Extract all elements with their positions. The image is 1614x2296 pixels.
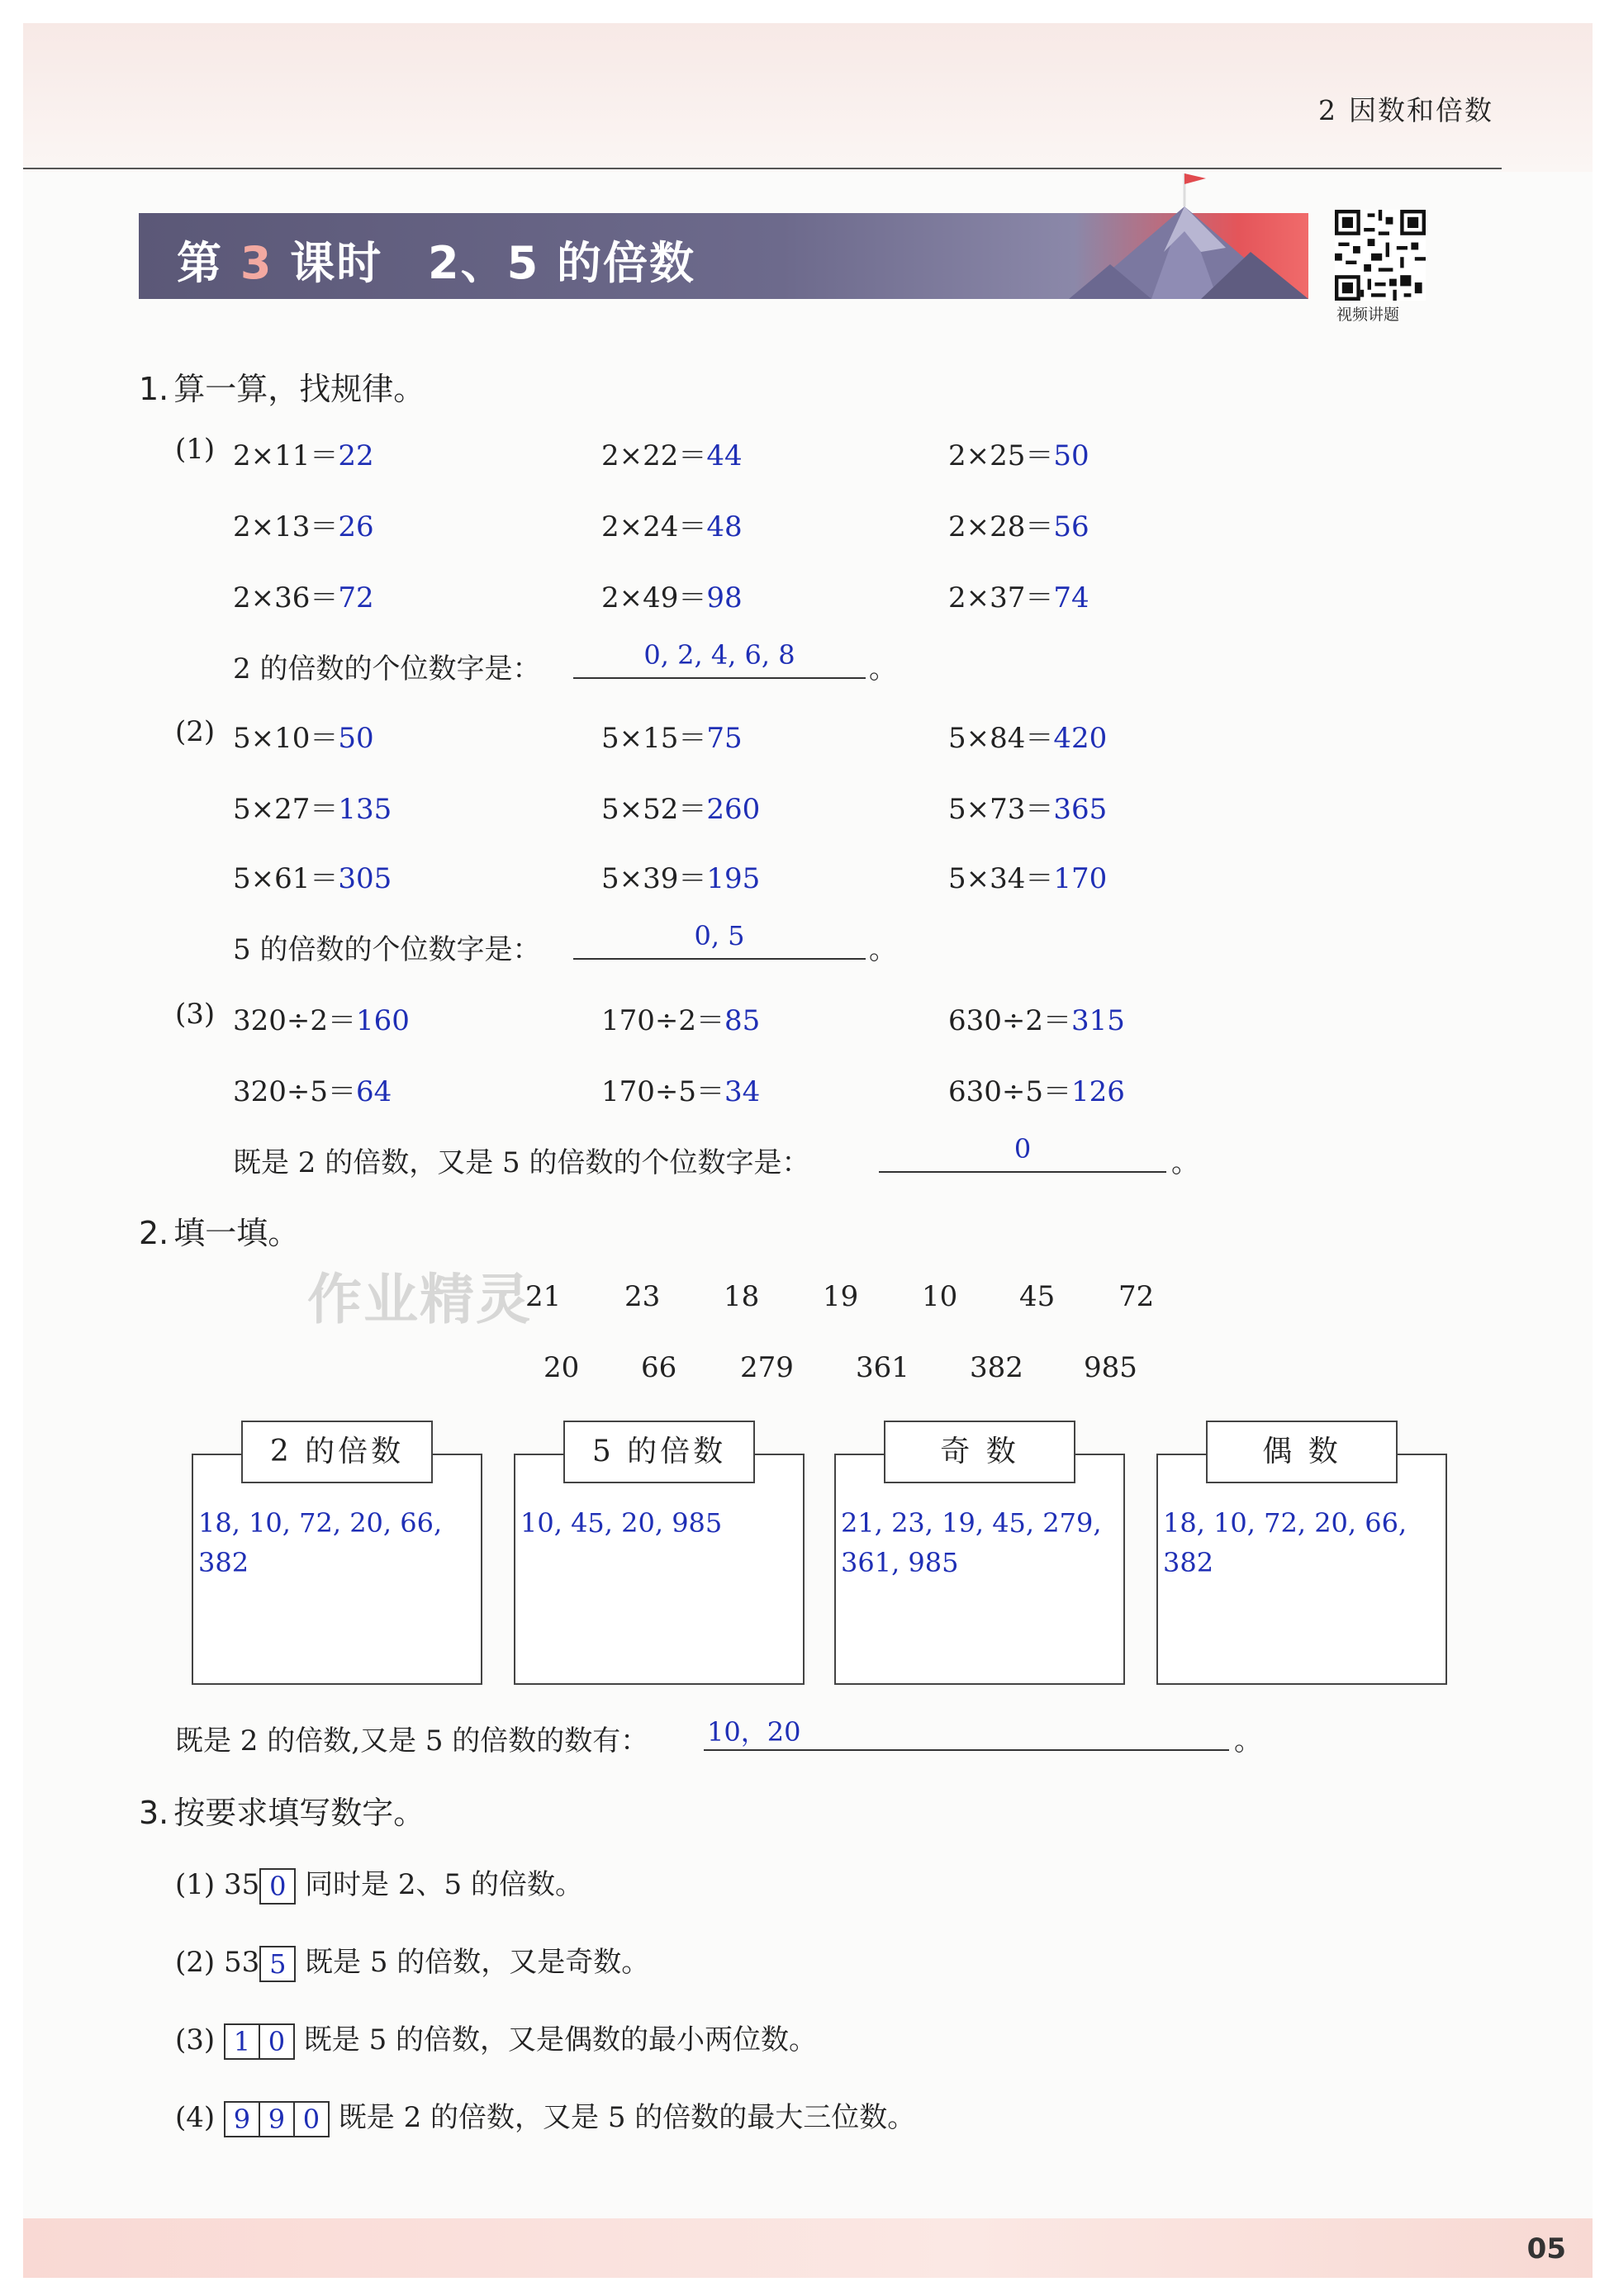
equation: 170÷5＝34 — [601, 1075, 761, 1108]
equation: 5×73＝365 — [948, 793, 1108, 826]
answer: 170 — [1053, 862, 1108, 895]
equation: 2×28＝56 — [948, 510, 1089, 543]
digit-box[interactable]: 0 — [260, 2023, 295, 2060]
answer: 22 — [338, 439, 374, 472]
chapter-number: 2 — [1318, 94, 1337, 126]
number-item: 10 — [922, 1280, 958, 1313]
chapter-title: 因数和倍数 — [1349, 94, 1493, 126]
number-item: 985 — [1084, 1351, 1137, 1384]
equation: 5×34＝170 — [948, 862, 1108, 895]
answer: 75 — [706, 722, 743, 755]
equation: 5×52＝260 — [601, 793, 761, 826]
equation: 2×11＝22 — [233, 439, 374, 472]
number-item: 72 — [1118, 1280, 1155, 1313]
q3-item-4: (4) 9 9 0 既是 2 的倍数，又是 5 的倍数的最大三位数。 — [175, 2094, 915, 2137]
digit-box[interactable]: 5 — [259, 1946, 296, 1982]
equation: 2×37＝74 — [948, 581, 1089, 614]
number-item: 23 — [624, 1280, 661, 1313]
answer: 85 — [724, 1004, 761, 1037]
period: 。 — [869, 933, 897, 966]
chapter-heading — [1307, 89, 1493, 128]
footer-band — [23, 2218, 1593, 2278]
equation: 5×10＝50 — [233, 722, 374, 755]
period: 。 — [869, 652, 897, 685]
answer: 135 — [338, 793, 392, 826]
number-item: 21 — [525, 1280, 562, 1313]
answer: 420 — [1053, 722, 1108, 755]
equation: 2×24＝48 — [601, 510, 743, 543]
answer-blank[interactable]: 10，20 — [704, 1716, 1229, 1751]
answer: 195 — [706, 862, 761, 895]
qr-code-icon[interactable] — [1335, 210, 1426, 301]
answer-blank[interactable]: 0, 5 — [573, 925, 866, 960]
number-item: 66 — [641, 1351, 677, 1384]
q1-part1-conclusion: 2 的倍数的个位数字是： — [233, 652, 541, 685]
answer: 315 — [1071, 1004, 1125, 1037]
answer: 72 — [338, 581, 374, 614]
page-number: 05 — [1526, 2232, 1566, 2265]
number-item: 279 — [740, 1351, 794, 1384]
box-label: 5 的倍数 — [563, 1421, 755, 1483]
period: 。 — [1234, 1724, 1262, 1758]
answer: 98 — [706, 581, 743, 614]
qr-label: 视频讲题 — [1336, 306, 1400, 324]
digit-box[interactable]: 1 — [224, 2023, 260, 2060]
equation: 2×22＝44 — [601, 439, 743, 472]
q1-part1-label: (1) — [175, 433, 216, 466]
header-rule — [23, 168, 1502, 169]
number-item: 18 — [724, 1280, 760, 1313]
q3-item-1: (1) 35 0 同时是 2、5 的倍数。 — [175, 1862, 583, 1905]
number-item: 19 — [823, 1280, 859, 1313]
q1-part2-label: (2) — [175, 715, 216, 748]
lesson-title: 2、5 的倍数 — [428, 237, 695, 289]
answer: 26 — [338, 510, 374, 543]
box-label: 2 的倍数 — [241, 1421, 433, 1483]
equation: 5×61＝305 — [233, 862, 392, 895]
equation: 2×49＝98 — [601, 581, 743, 614]
answer: 160 — [356, 1004, 410, 1037]
number-item: 382 — [970, 1351, 1023, 1384]
answer-blank[interactable]: 0 — [879, 1138, 1166, 1173]
answer: 48 — [706, 510, 743, 543]
box-answer: 21, 23, 19, 45, 279, 361, 985 — [841, 1507, 1102, 1578]
equation: 5×15＝75 — [601, 722, 743, 755]
answer: 74 — [1053, 581, 1089, 614]
digit-box[interactable]: 9 — [224, 2101, 260, 2137]
q1-heading: 1. 算一算，找规律。 — [139, 371, 425, 407]
box-answer: 18, 10, 72, 20, 66, 382 — [1163, 1507, 1408, 1578]
q1-part3-label: (3) — [175, 998, 216, 1031]
period: 。 — [1171, 1146, 1199, 1179]
q2-conclusion: 既是 2 的倍数,又是 5 的倍数的数有： — [175, 1724, 649, 1758]
answer: 50 — [1053, 439, 1089, 472]
answer: 260 — [706, 793, 761, 826]
equation: 630÷5＝126 — [948, 1075, 1125, 1108]
equation: 320÷2＝160 — [233, 1004, 410, 1037]
equation: 2×36＝72 — [233, 581, 374, 614]
q1-part2-conclusion: 5 的倍数的个位数字是： — [233, 933, 541, 966]
equation: 320÷5＝64 — [233, 1075, 392, 1108]
equation: 5×27＝135 — [233, 793, 392, 826]
q2-heading: 2. 填一填。 — [139, 1215, 300, 1251]
odd-numbers-box[interactable] — [834, 1435, 1125, 1685]
even-numbers-box[interactable] — [1156, 1435, 1447, 1685]
answer-blank[interactable]: 0, 2, 4, 6, 8 — [573, 644, 866, 679]
q3-item-2: (2) 53 5 既是 5 的倍数，又是奇数。 — [175, 1939, 649, 1982]
answer: 64 — [356, 1075, 392, 1108]
answer: 56 — [1053, 510, 1089, 543]
equation: 2×25＝50 — [948, 439, 1089, 472]
box-answer: 18, 10, 72, 20, 66, 382 — [198, 1507, 443, 1578]
equation: 630÷2＝315 — [948, 1004, 1125, 1037]
lesson-number: 第 3 课时 — [177, 237, 383, 289]
box-label: 奇 数 — [884, 1421, 1075, 1483]
watermark: 作业精灵 — [307, 1268, 532, 1331]
multiples-of-2-box[interactable] — [192, 1435, 482, 1685]
box-answer: 10, 45, 20, 985 — [520, 1507, 723, 1539]
equation: 5×39＝195 — [601, 862, 761, 895]
digit-box[interactable]: 0 — [295, 2101, 330, 2137]
answer: 365 — [1053, 793, 1108, 826]
digit-box[interactable]: 0 — [259, 1868, 296, 1905]
equation: 170÷2＝85 — [601, 1004, 761, 1037]
multiples-of-5-box[interactable] — [514, 1435, 805, 1685]
number-item: 20 — [544, 1351, 580, 1384]
digit-box[interactable]: 9 — [260, 2101, 295, 2137]
q3-item-3: (3) 1 0 既是 5 的倍数，又是偶数的最小两位数。 — [175, 2017, 817, 2060]
q1-part3-conclusion: 既是 2 的倍数，又是 5 的倍数的个位数字是： — [233, 1146, 810, 1179]
answer: 50 — [338, 722, 374, 755]
answer: 126 — [1071, 1075, 1125, 1108]
lesson-banner — [139, 213, 1308, 299]
mountain-flag-icon — [1061, 173, 1308, 299]
number-item: 361 — [856, 1351, 909, 1384]
equation: 5×84＝420 — [948, 722, 1108, 755]
answer: 34 — [724, 1075, 761, 1108]
box-label: 偶 数 — [1206, 1421, 1398, 1483]
equation: 2×13＝26 — [233, 510, 374, 543]
number-item: 45 — [1019, 1280, 1056, 1313]
answer: 305 — [338, 862, 392, 895]
answer: 44 — [706, 439, 743, 472]
q3-heading: 3. 按要求填写数字。 — [139, 1795, 425, 1831]
